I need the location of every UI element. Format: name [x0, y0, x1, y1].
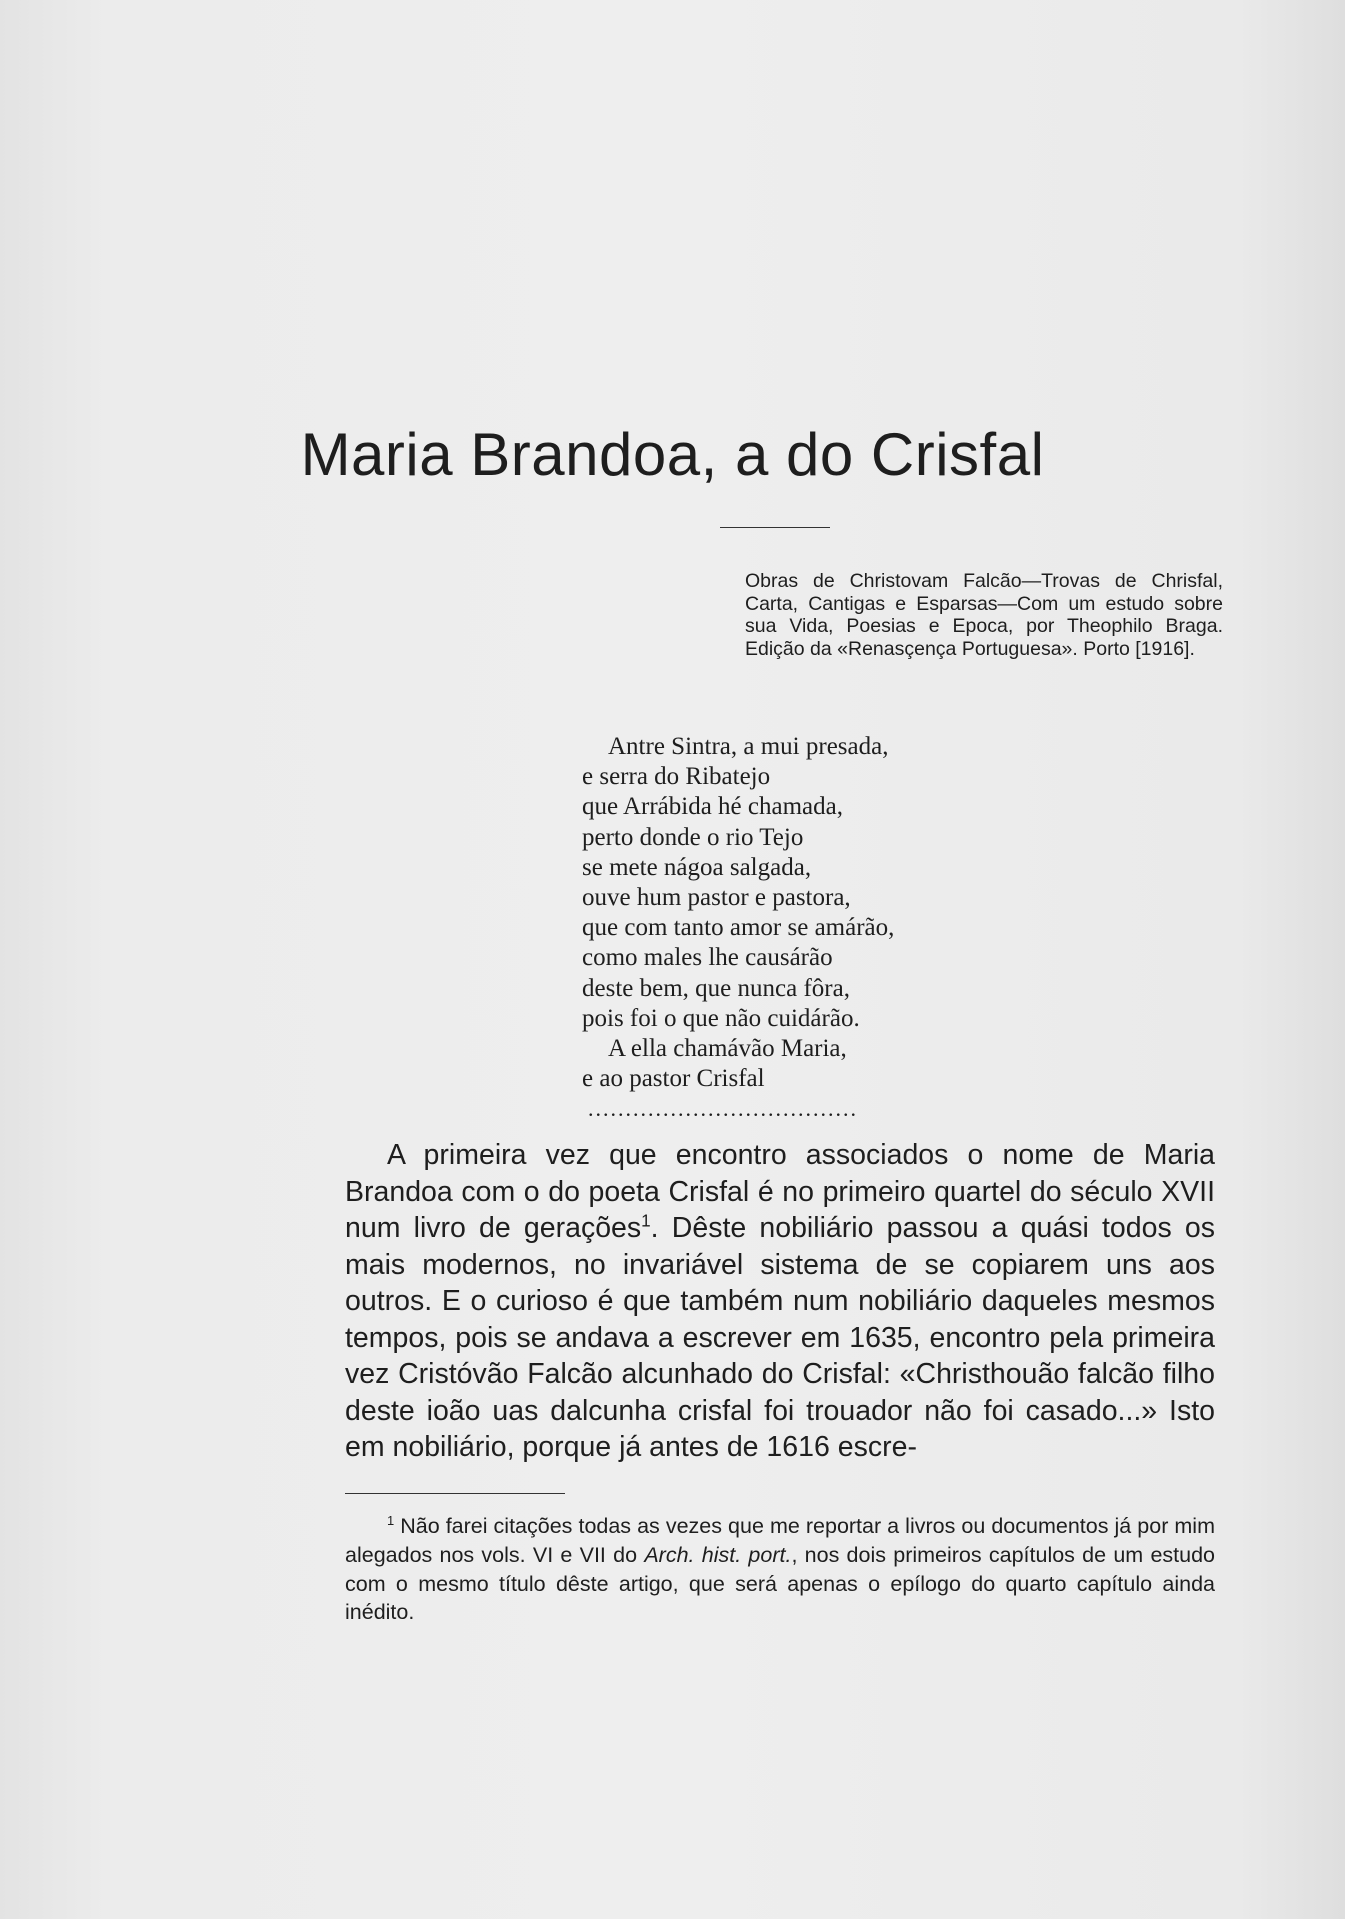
bibliographic-reference: Obras de Christovam Falcão—Trovas de Chrisfal, Carta, Cantigas e Esparsas—Com um estudo sobre sua Vida, Poesias e Epoca, por Theophilo Braga. Edição da «Renasçença Portuguesa». Porto [1916]. [745, 570, 1223, 660]
footnote-text-before: Não farei citações todas as vezes que me reportar a livros ou documentos já por mim alegados nos vols. VI e VII do [345, 1514, 1215, 1567]
poem-line: pois foi o que não cuidárão. [582, 1004, 860, 1032]
poem-line: e serra do Ribatejo [582, 763, 771, 791]
footnote-text-after: , nos dois primeiros capítulos de um estudo com o mesmo título dêste artigo, que será apenas o epílogo do quarto capítulo ainda inédito. [345, 1542, 1215, 1625]
poem-line: ouve hum pastor e pastora, [582, 884, 851, 912]
footnote-journal-title: Arch. hist. port. [644, 1542, 792, 1567]
title-divider [720, 527, 830, 528]
footnote-divider [345, 1493, 565, 1494]
poem-line: como males lhe causárão [582, 944, 833, 972]
body-paragraph [345, 1137, 1215, 1466]
body-text-part1: A primeira vez que encontro associados o nome de Maria Brandoa com o do poeta Crisfal é no primeiro quartel do século XVII num livro de gerações [345, 1139, 1215, 1244]
footnote-marker: 1 [387, 1512, 395, 1528]
poem-line: deste bem, que nunca fôra, [582, 974, 850, 1002]
poem-line: e ao pastor Crisfal [582, 1065, 765, 1093]
poem-line: se mete nágoa salgada, [582, 853, 812, 881]
poem-line: perto donde o rio Tejo [582, 823, 804, 851]
body-text-part2: . Dêste nobiliário passou a quási todos os mais modernos, no invariável sistema de se copiarem uns aos outros. E o curioso é que também num nobiliário daqueles mesmos tempos, pois se andava a escrever em 1635, encontro pela primeira vez Cristóvão Falcão alcunhado do Crisfal: «Christhouão falcão filho deste ioão uas dalcunha crisfal foi trouador não foi casado...» Isto em nobiliário, porque já antes de 1616 escre- [345, 1212, 1215, 1463]
poem-ellipsis: .................................... [588, 1096, 858, 1122]
footnote [345, 1512, 1215, 1627]
poem-line: A ella chamávão Maria, [608, 1035, 847, 1063]
poem-epigraph [582, 732, 1002, 1125]
poem-line: que com tanto amor se amárão, [582, 914, 895, 942]
article-title: Maria Brandoa, a do Crisfal [300, 421, 1045, 488]
poem-line: que Arrábida hé chamada, [582, 793, 843, 821]
poem-line: Antre Sintra, a mui presada, [608, 733, 889, 760]
footnote-reference: 1 [641, 1211, 651, 1231]
